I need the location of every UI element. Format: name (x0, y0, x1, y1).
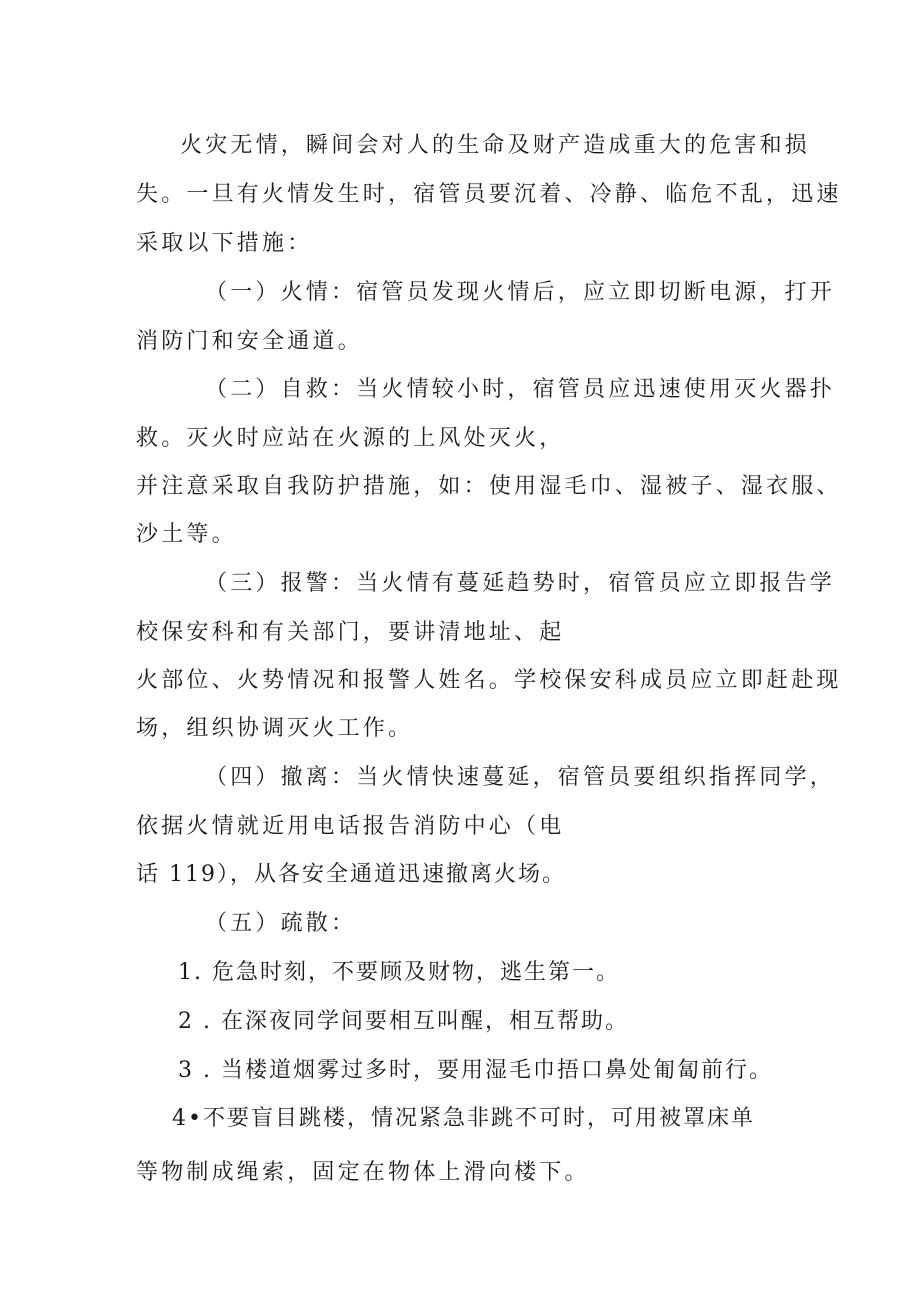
section-1-line-2: 消防门和安全通道。 (136, 329, 363, 354)
section-5-heading: （五）疏散： (205, 911, 357, 936)
section-4-line-1: （四）撤离：当火情快速蔓延，宿管员要组织指挥同学， (205, 765, 836, 790)
section-3-line-1: （三）报警：当火情有蔓延趋势时，宿管员应立即报告学 (205, 571, 836, 596)
section-3-line-2: 校保安科和有关部门，要讲清地址、起 (136, 620, 565, 645)
section-3-line-4: 场，组织协调灭火工作。 (136, 716, 414, 741)
evacuation-item-3: 3 . 当楼道烟雾过多时，要用湿毛巾捂口鼻处匍匐前行。 (178, 1058, 773, 1083)
section-2-line-4: 沙土等。 (136, 522, 237, 547)
section-3-line-3: 火部位、火势情况和报警人姓名。学校保安科成员应立即赶赴现 (136, 668, 842, 693)
section-1-line-1: （一）火情：宿管员发现火情后，应立即切断电源，打开 (205, 280, 836, 305)
intro-line-2: 失。一旦有火情发生时，宿管员要沉着、冷静、临危不乱，迅速 (136, 182, 842, 207)
evacuation-item-1: 1. 危急时刻，不要顾及财物，逃生第一。 (178, 960, 620, 985)
section-4-line-2: 依据火情就近用电话报告消防中心（电 (136, 814, 565, 839)
evacuation-item-2: 2 . 在深夜同学间要相互叫醒，相互帮助。 (178, 1009, 629, 1034)
section-4-line-3: 话 119），从各安全通道迅速撤离火场。 (136, 862, 566, 887)
intro-line-1: 火灾无情，瞬间会对人的生命及财产造成重大的危害和损 (180, 133, 811, 158)
section-2-line-2: 救。灭火时应站在火源的上风处灭火， (136, 426, 565, 451)
section-2-line-3: 并注意采取自我防护措施，如：使用湿毛巾、湿被子、湿衣服、 (136, 474, 842, 499)
evacuation-item-4-line-1: 4•不要盲目跳楼，情况紧急非跳不可时，可用被罩床单 (172, 1106, 755, 1131)
intro-line-3: 采取以下措施： (136, 231, 313, 256)
evacuation-item-4-line-2: 等物制成绳索，固定在物体上滑向楼下。 (136, 1160, 590, 1185)
section-2-line-1: （二）自救：当火情较小时，宿管员应迅速使用灭火器扑 (205, 377, 836, 402)
